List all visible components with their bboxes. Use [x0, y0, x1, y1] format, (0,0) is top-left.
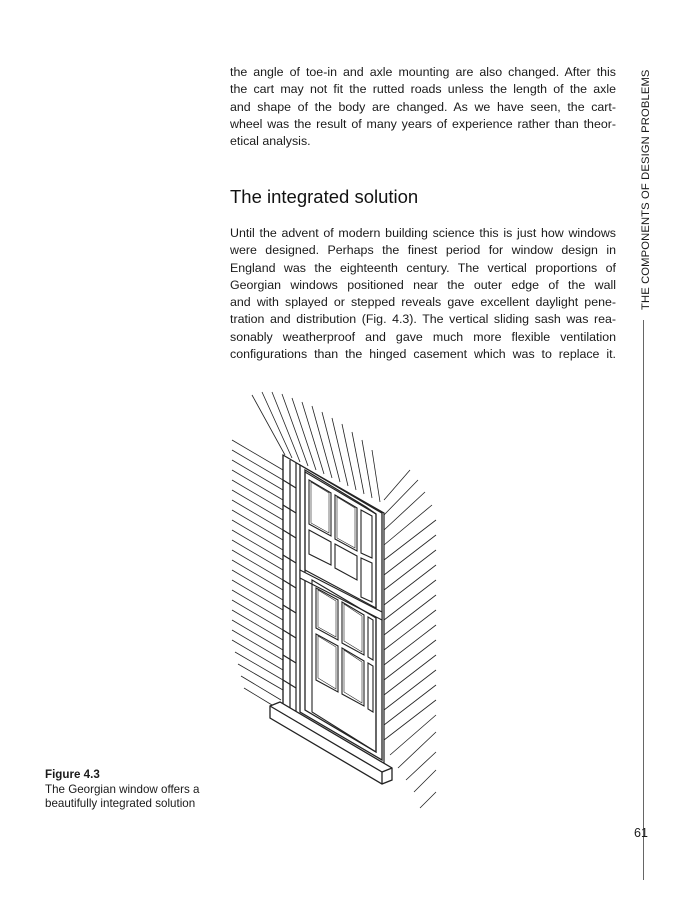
wall-hatching-left [232, 440, 283, 705]
text-line: were designed. Perhaps the finest period for window design in [230, 243, 616, 258]
text-line: England was the eighteenth century. The vertical proportions of [230, 260, 616, 275]
wall-hatching-right [384, 470, 436, 808]
text-line: etical analysis. [230, 134, 311, 149]
text-line: and shape of the body are changed. As we have seen, the cart- [230, 99, 616, 114]
page-number: 61 [634, 826, 648, 840]
running-header-rule [643, 320, 644, 880]
running-header [637, 60, 657, 820]
text-line: and with splayed or stepped reveals gave excellent daylight pene- [230, 295, 616, 310]
body-paragraph-2 [230, 225, 616, 363]
text-line: Georgian windows positioned near the outer edge of the wall [230, 277, 616, 292]
text-line: sonably weatherproof and gave much more flexible ventilation [230, 329, 616, 344]
text-line: configurations than the hinged casement which was to replace it. [230, 347, 616, 362]
figure-caption [45, 768, 225, 812]
section-heading: The integrated solution [230, 186, 419, 207]
body-paragraph-1 [230, 64, 616, 150]
georgian-window-illustration [225, 380, 455, 830]
text-line: the cart may not fit the rutted roads unless the length of the axle [230, 82, 616, 97]
figure-label: Figure 4.3 [45, 768, 100, 781]
text-line: Until the advent of modern building science this is just how windows [230, 226, 616, 240]
running-title: THE COMPONENTS OF DESIGN PROBLEMS [640, 69, 652, 310]
text-line: wheel was the result of many years of experience rather than theor- [230, 116, 616, 131]
text-line: the angle of toe-in and axle mounting are also changed. After this [230, 65, 616, 79]
text-line: tration and distribution (Fig. 4.3). The vertical sliding sash was rea- [230, 312, 616, 327]
caption-line: The Georgian window offers a [45, 782, 200, 796]
caption-line: beautifully integrated solution [45, 797, 196, 811]
